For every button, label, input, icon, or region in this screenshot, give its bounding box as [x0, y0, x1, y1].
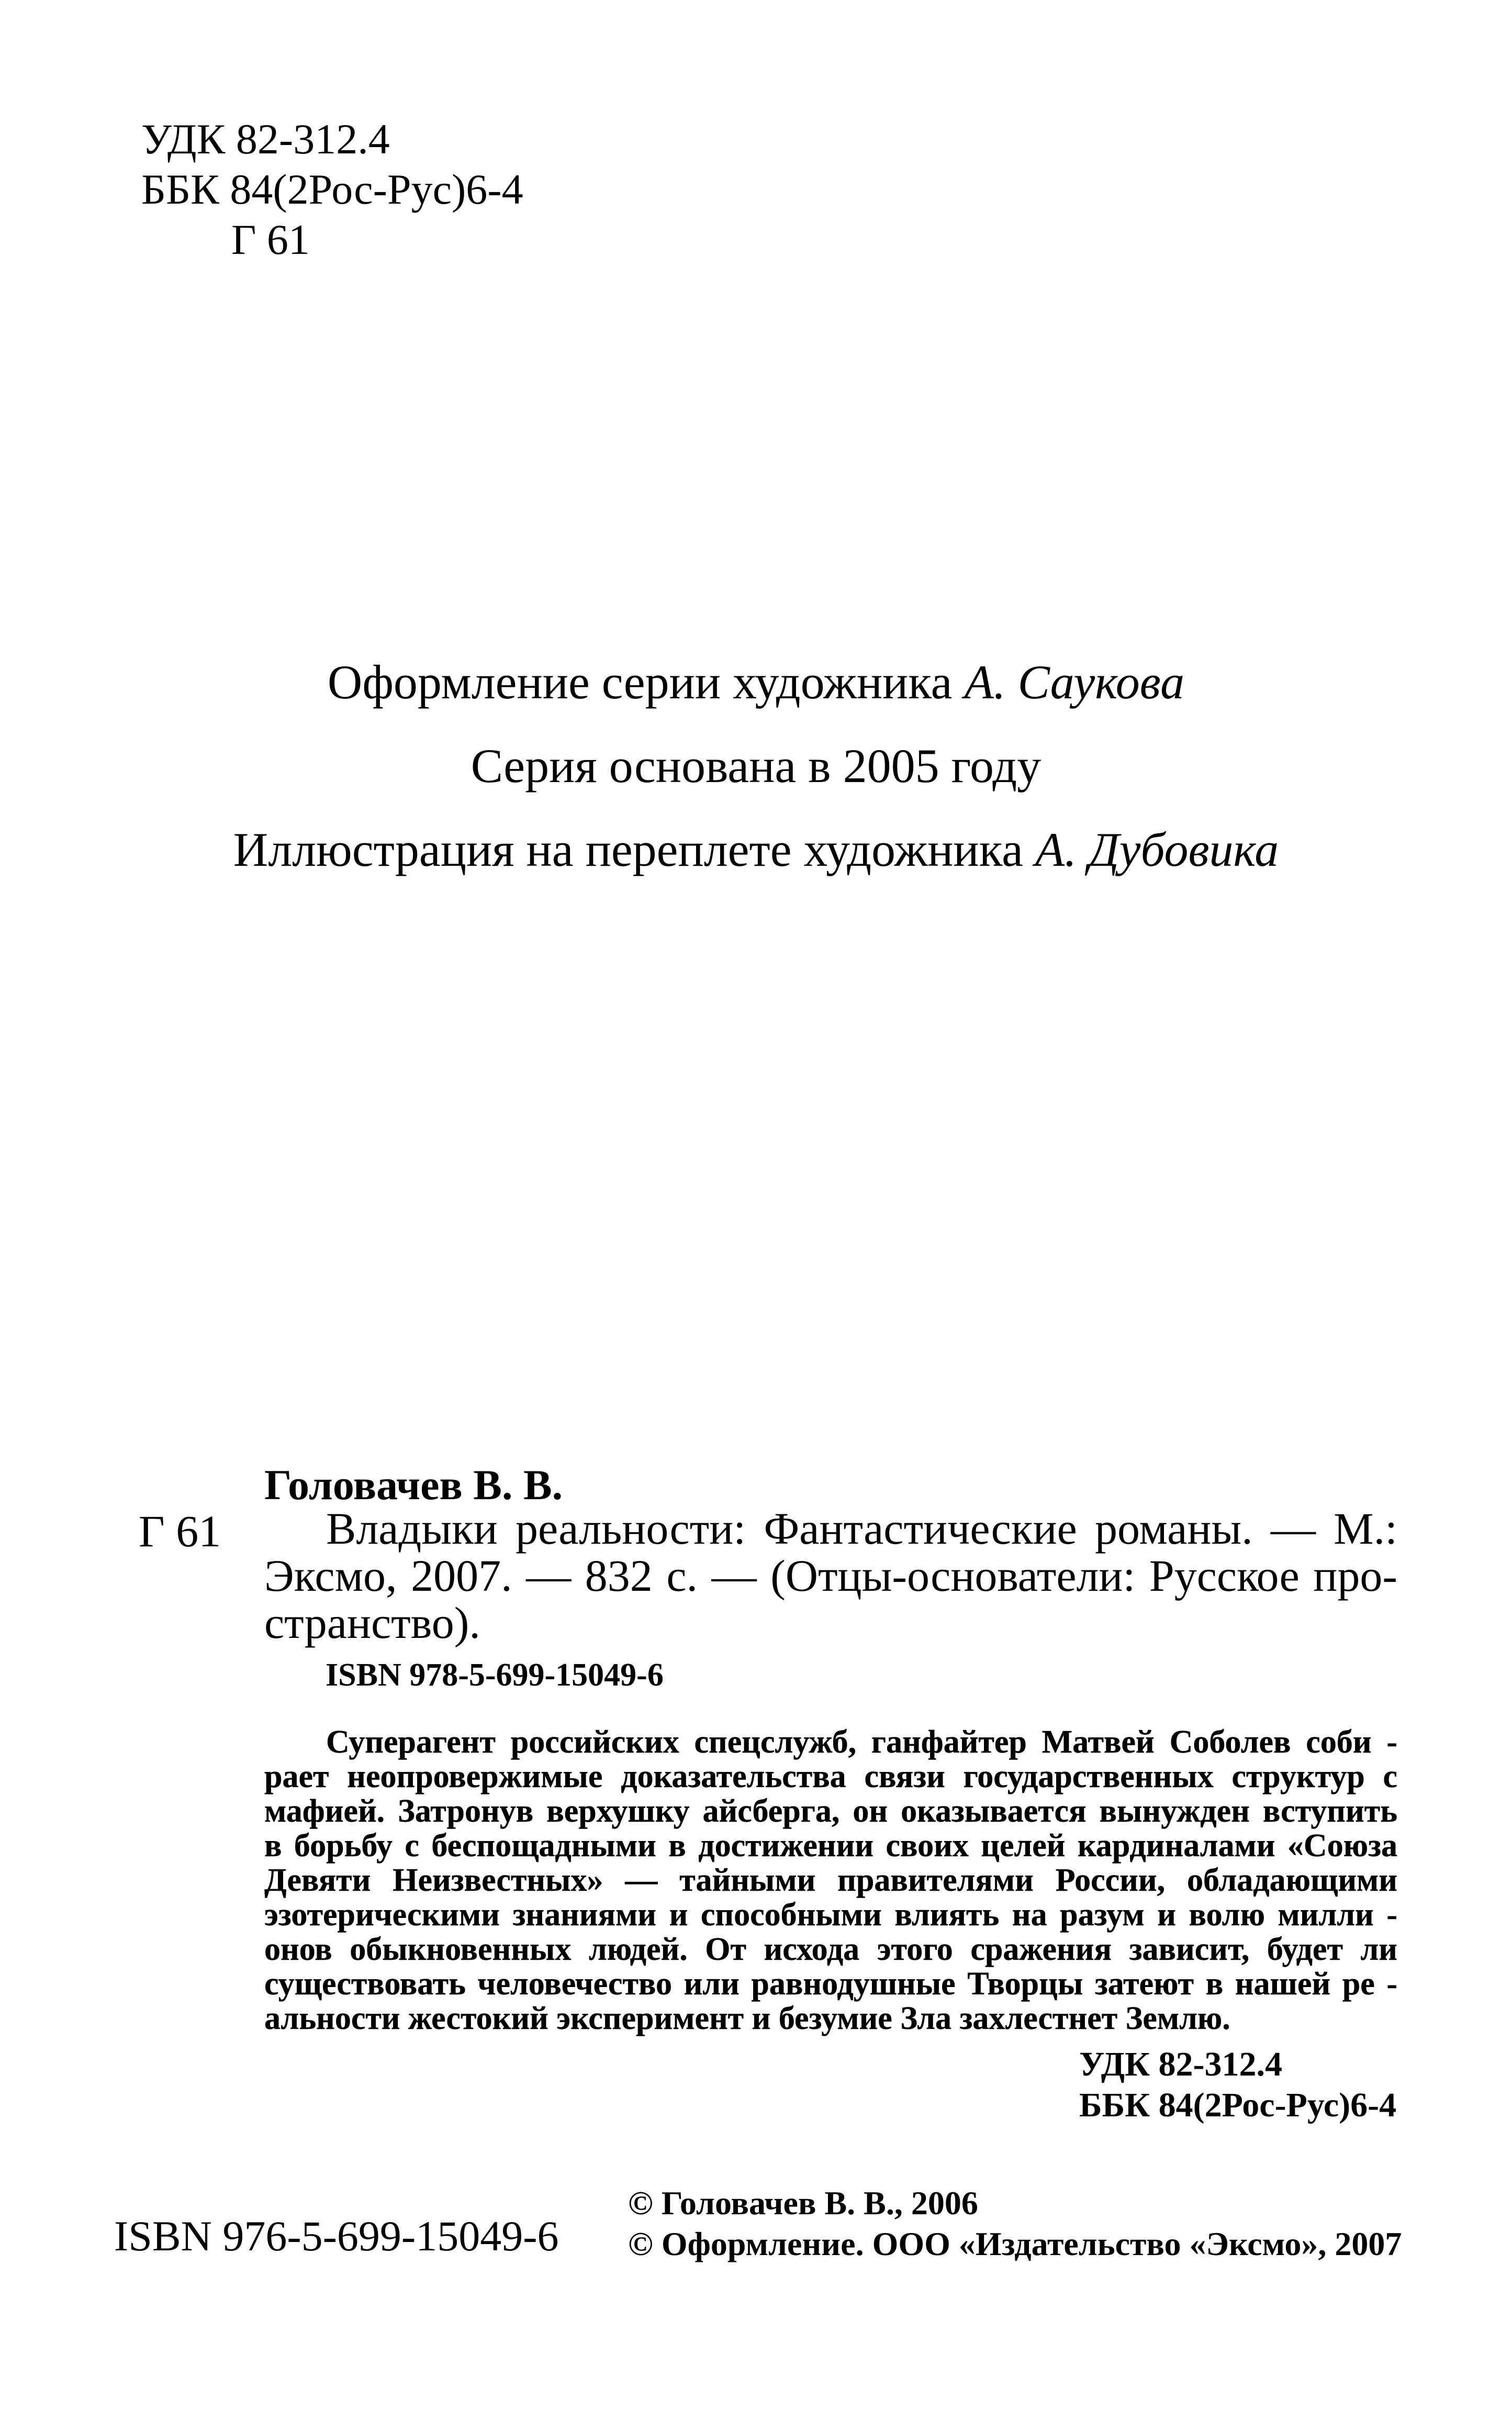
cover-illustration-credit: [0, 822, 1512, 877]
author-mark-code: Г 61: [231, 216, 310, 263]
bbk-code: ББК 84(2Рос-Рус)6-4: [141, 165, 523, 213]
footer-isbn: ISBN 976-5-699-15049-6: [114, 2212, 559, 2260]
annotation-line: мафией. Затронув верхушку айсберга, он оказывается вынужден вступить: [264, 1793, 1397, 1829]
annotation-line: рает неопровержимые доказательства связи государственных структур с: [264, 1759, 1397, 1794]
annotation-line: в борьбу с беспощадными в достижении своих целей кардиналами «Союза: [264, 1828, 1397, 1864]
classification-codes-bottom: [1079, 2044, 1396, 2126]
copyright-design: © Оформление. ООО «Издательство «Эксмо», 2007: [628, 2225, 1402, 2262]
cover-illustration-prefix: Иллюстрация на переплете художника: [233, 823, 1035, 876]
record-description: [264, 1505, 1397, 1646]
annotation-line: эзотерическими знаниями и способными влиять на разум и волю милли -: [264, 1897, 1397, 1933]
copyright-author: © Головачев В. В., 2006: [628, 2184, 978, 2222]
record-author: Головачев В. В.: [264, 1461, 563, 1509]
classification-codes-top: [141, 114, 523, 265]
record-isbn: ISBN 978-5-699-15049-6: [326, 1657, 664, 1693]
copyright-block: [628, 2183, 1402, 2264]
annotation-line: существовать человечество или равнодушные Творцы затеют в нашей ре -: [264, 1966, 1397, 2002]
annotation: [264, 1725, 1397, 2036]
udk-code-bottom: УДК 82-312.4: [1079, 2045, 1283, 2083]
cover-illustration-artist: А. Дубовика: [1035, 823, 1279, 876]
bbk-code-bottom: ББК 84(2Рос-Рус)6-4: [1079, 2086, 1397, 2124]
record-line: Эксмо, 2007. — 832 с. — (Отцы-основатели: Русское про-: [264, 1550, 1397, 1601]
series-founded-credit: Серия основана в 2005 году: [471, 739, 1041, 793]
record-line: странство).: [264, 1598, 480, 1648]
series-design-artist: А. Саукова: [964, 655, 1185, 709]
annotation-line: Девяти Неизвестных» — тайными правителями России, обладающими: [264, 1862, 1397, 1898]
udk-code: УДК 82-312.4: [141, 115, 390, 163]
series-design-credit: [0, 654, 1512, 710]
annotation-line: Суперагент российских спецслужб, ганфайтер Матвей Соболев соби -: [326, 1724, 1397, 1760]
annotation-line: онов обыкновенных людей. От исхода этого сражения зависит, будет ли: [264, 1932, 1397, 1967]
record-line: Владыки реальности: Фантастические романы. — М.:: [326, 1503, 1397, 1554]
record-code: Г 61: [139, 1506, 221, 1556]
series-design-prefix: Оформление серии художника: [327, 655, 965, 709]
annotation-line: альности жестокий эксперимент и безумие Зла захлестнет Землю.: [264, 2001, 1230, 2036]
